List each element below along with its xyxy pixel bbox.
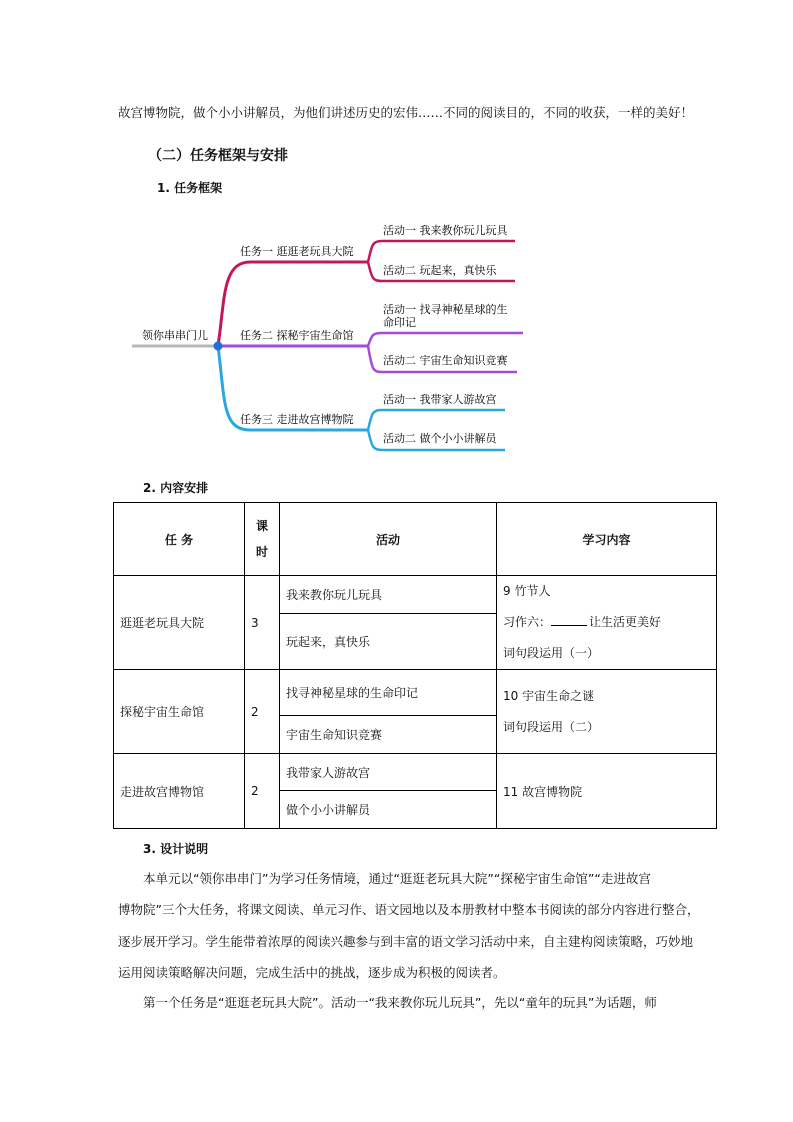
- paragraph-line: 第一个任务是“逛逛老玩具大院”。活动一“我来教你玩儿玩具”，先以“童年的玩具”为话题，师: [143, 995, 657, 1010]
- row2-hours: 2: [245, 670, 280, 754]
- fill-blank: [551, 625, 587, 626]
- paragraph-line: 运用阅读策略解决问题，完成生活中的挑战，逐步成为积极的阅读者。: [118, 965, 506, 980]
- row1-content: 9 竹节人 习作六： 让生活更美好 词句段运用（一）: [497, 576, 717, 670]
- paragraph-line: 本单元以“领你串串门”为学习任务情境，通过“逛逛老玩具大院”“探秘宇宙生命馆”“走进故宫: [143, 871, 651, 886]
- row3-task: 走进故宫博物馆: [114, 754, 245, 829]
- row2-content: 10 宇宙生命之谜 词句段运用（二）: [497, 670, 717, 754]
- row1-hours: 3: [245, 576, 280, 670]
- mindmap-branch-task2-act1: [368, 333, 523, 346]
- mindmap-hub-dot: [214, 342, 223, 351]
- row1-activity1: 我来教你玩儿玩具: [280, 576, 497, 614]
- mindmap-root-label: 领你串串门儿: [142, 329, 208, 342]
- row2-activity1: 找寻神秘星球的生命印记: [280, 670, 497, 716]
- mindmap-task2-act2: 活动二 宇宙生命知识竞赛: [383, 354, 508, 367]
- header-content: 学习内容: [497, 503, 717, 576]
- row1-task: 逛逛老玩具大院: [114, 576, 245, 670]
- section-title: （二）任务框架与安排: [148, 148, 288, 164]
- header-hours: 课 时: [245, 503, 280, 576]
- content-plan-table: [113, 502, 717, 829]
- table-row: [114, 576, 717, 614]
- mindmap-task3-act2: 活动二 做个小小讲解员: [383, 432, 497, 445]
- intro-line: 故宫博物院，做个小小讲解员，为他们讲述历史的宏伟……不同的阅读目的，不同的收获，一样的美好！: [118, 105, 694, 120]
- row3-hours: 2: [245, 754, 280, 829]
- header-task: 任 务: [114, 503, 245, 576]
- mindmap-branch-task1-act1: [368, 241, 515, 262]
- mindmap-task2-label: 任务二 探秘宇宙生命馆: [240, 329, 354, 342]
- table-header-row: [114, 503, 717, 576]
- row3-activity1: 我带家人游故宫: [280, 754, 497, 791]
- subheading-content-plan: 2. 内容安排: [143, 481, 209, 495]
- row2-task: 探秘宇宙生命馆: [114, 670, 245, 754]
- mindmap-task2-act1: 活动一 找寻神秘星球的生: [383, 303, 508, 316]
- row3-activity2: 做个小小讲解员: [280, 791, 497, 829]
- row2-activity2: 宇宙生命知识竞赛: [280, 716, 497, 754]
- mindmap-task1-act2: 活动二 玩起来，真快乐: [383, 264, 497, 277]
- mindmap-branch-task3-act1: [368, 410, 505, 430]
- row1-activity2: 玩起来，真快乐: [280, 614, 497, 670]
- mindmap-task1-act1: 活动一 我来教你玩儿玩具: [383, 224, 508, 237]
- paragraph-line: 逐步展开学习。学生能带着浓厚的阅读兴趣参与到丰富的语文学习活动中来，自主建构阅读策略，巧妙地: [118, 934, 694, 949]
- mindmap-task2-act1-cont: 命印记: [383, 316, 416, 329]
- table-row: [114, 754, 717, 791]
- mindmap-task3-act1: 活动一 我带家人游故宫: [383, 393, 497, 406]
- row3-content: 11 故宫博物院: [497, 754, 717, 829]
- table-row: [114, 670, 717, 716]
- task-mindmap: [0, 0, 793, 480]
- subheading-design-notes: 3. 设计说明: [143, 842, 209, 856]
- paragraph-line: 博物院”三个大任务，将课文阅读、单元习作、语文园地以及本册教材中整本书阅读的部分内容进行整合，: [118, 902, 700, 917]
- header-activity: 活动: [280, 503, 497, 576]
- subheading-task-framework: 1. 任务框架: [157, 181, 223, 195]
- mindmap-task3-label: 任务三 走进故宫博物院: [240, 413, 354, 426]
- mindmap-task1-label: 任务一 逛逛老玩具大院: [240, 245, 354, 258]
